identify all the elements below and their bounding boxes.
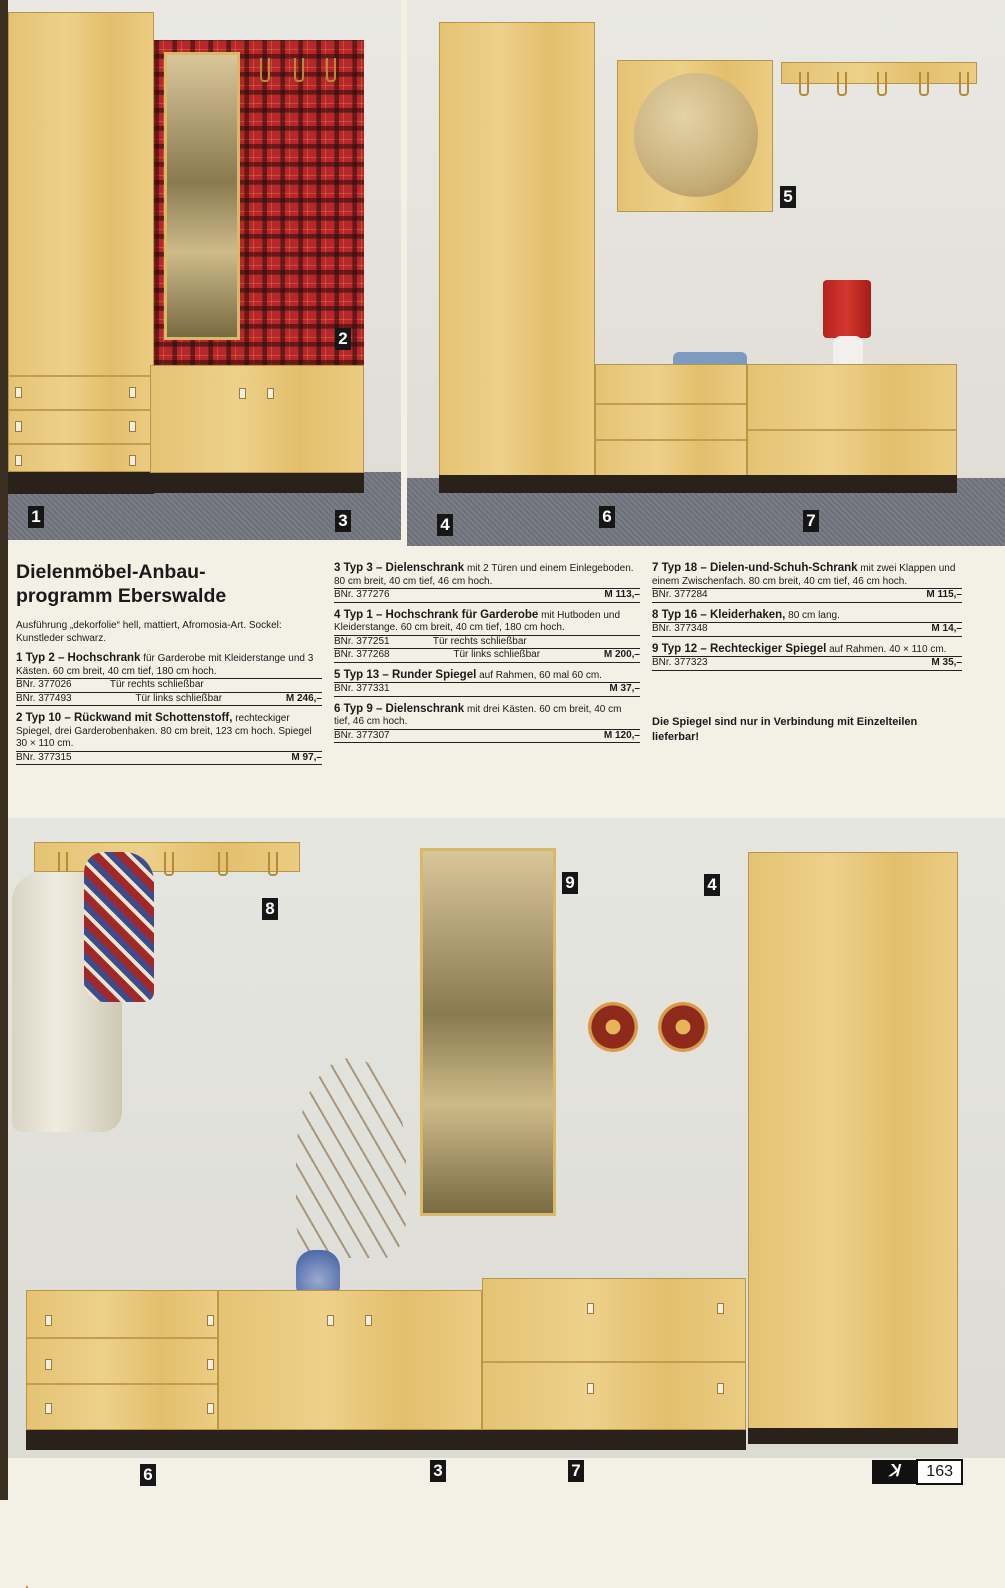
item-5: 5 Typ 13 – Runder Spiegel auf Rahmen, 60 mal 60 cm. bbox=[334, 668, 602, 681]
item-6: 6 Typ 9 – Dielenschrank mit drei Kästen. 60 cm breit, 40 cm tief, 46 cm hoch. bbox=[334, 702, 622, 727]
item-3: 3 Typ 3 – Dielenschrank mit 2 Türen und einem Einlegeboden. 80 cm breit, 40 cm tief, 46 cm hoch. bbox=[334, 562, 634, 587]
rect-mirror-typ12 bbox=[420, 848, 556, 1216]
label-7: 7 bbox=[803, 510, 819, 532]
wall-plate-left bbox=[588, 1002, 638, 1052]
item-4: 4 Typ 1 – Hochschrank für Garderobe mit Hutboden und Kleiderstange. 60 cm breit, 40 cm tief, 180 cm hoch. bbox=[334, 608, 621, 633]
label-6-bottom: 6 bbox=[140, 1464, 156, 1486]
label-4-bottom: 4 bbox=[704, 874, 720, 896]
rect-mirror bbox=[164, 52, 240, 340]
photo-wardrobe-plaid bbox=[8, 0, 401, 540]
label-4: 4 bbox=[437, 514, 453, 536]
page-title: Dielenmöbel-Anbau- programm Eberswalde bbox=[16, 561, 227, 607]
text-column-1: Ausführung „dekorfolie“ hell, mattiert, Afromosia-Art. Sockel: Kunstleder schwarz. 1 Typ 2 – Hochschrank für Garderobe mit Kleiderstange und 3 Kästen. 60 cm breit, 40 cm tief, 180 cm hoch. BNr. 377026 Tür rechts schließbar BNr. 377493 Tür links schließbar M 246,– 2 Typ 10 – Rückwand mit Schottenstoff, rechteckiger Spiegel, drei Garderobenhaken. 80 cm breit, 123 cm hoch. Spiegel 30 × 110 cm. BNr. 377315 M 97,– bbox=[16, 620, 322, 765]
cabinet-typ3 bbox=[150, 365, 364, 473]
availability-note: Die Spiegel sind nur in Verbindung mit Einzelteilen lieferbar! bbox=[652, 715, 918, 743]
label-8: 8 bbox=[262, 898, 278, 920]
wall-plate-right bbox=[658, 1002, 708, 1052]
cabinet-typ2 bbox=[8, 12, 154, 472]
label-6: 6 bbox=[599, 506, 615, 528]
item-1-row-a: BNr. 377026 Tür rechts schließbar bbox=[16, 678, 322, 692]
round-mirror-glass bbox=[634, 73, 758, 197]
item-9: 9 Typ 12 – Rechteckiger Spiegel auf Rahmen. 40 × 110 cm. bbox=[652, 642, 947, 655]
photo-hall-round-mirror bbox=[407, 0, 1005, 546]
plinth-bottom bbox=[26, 1430, 746, 1450]
label-3-bottom: 3 bbox=[430, 1460, 446, 1482]
label-5: 5 bbox=[780, 186, 796, 208]
item-8: 8 Typ 16 – Kleiderhaken, 80 cm lang. bbox=[652, 608, 840, 621]
book-spine bbox=[0, 0, 8, 1500]
item-7: 7 Typ 18 – Dielen-und-Schuh-Schrank mit zwei Klappen und einem Zwischenfach. 80 cm breit, 40 cm tief, 46 cm hoch. bbox=[652, 562, 956, 587]
lamp bbox=[823, 280, 871, 338]
branches bbox=[296, 1058, 406, 1258]
label-3: 3 bbox=[335, 510, 351, 532]
scarf bbox=[84, 852, 154, 1002]
catalog-logo-icon: ꓘ bbox=[872, 1460, 916, 1484]
low-cabinet-middle bbox=[218, 1290, 482, 1430]
page-number: 163 bbox=[916, 1459, 963, 1485]
label-2: 2 bbox=[335, 328, 351, 350]
item-2: 2 Typ 10 – Rückwand mit Schottenstoff, rechteckiger Spiegel, drei Garderobenhaken. 80 cm breit, 123 cm hoch. Spiegel 30 × 110 cm. bbox=[16, 712, 312, 749]
page-footer bbox=[872, 1458, 963, 1486]
cabinet-typ18 bbox=[747, 364, 957, 476]
text-column-3: 7 Typ 18 – Dielen-und-Schuh-Schrank mit zwei Klappen und einem Zwischenfach. 80 cm breit, 40 cm tief, 46 cm hoch. BNr. 377284 M 115,– 8 Typ 16 – Kleiderhaken, 80 cm lang. BNr. 377348 M 14,– 9 Typ 12 – Rechteckiger Spiegel auf Rahmen. 40 × 110 cm. BNr. 377323 M 35,– Die Spiegel sind nur in Verbindung mit Einzelteilen lieferbar! bbox=[652, 562, 962, 743]
round-mirror-frame bbox=[617, 60, 773, 212]
cabinet-typ1 bbox=[439, 22, 595, 477]
low-cabinet-right bbox=[482, 1278, 746, 1430]
cabinet-typ1-bottom bbox=[748, 852, 958, 1444]
label-7-bottom: 7 bbox=[568, 1460, 584, 1482]
label-9: 9 bbox=[562, 872, 578, 894]
item-2-row: BNr. 377315 M 97,– bbox=[16, 751, 322, 766]
low-cabinet-left bbox=[26, 1290, 218, 1430]
item-1: 1 Typ 2 – Hochschrank für Garderobe mit Kleiderstange und 3 Kästen. 60 cm breit, 40 cm tief, 180 cm hoch. bbox=[16, 652, 314, 677]
item-1-row-b: BNr. 377493 Tür links schließbar M 246,– bbox=[16, 692, 322, 707]
text-column-2: 3 Typ 3 – Dielenschrank mit 2 Türen und einem Einlegeboden. 80 cm breit, 40 cm tief, 46 cm hoch. BNr. 377276 M 113,– 4 Typ 1 – Hochschrank für Garderobe mit Hutboden und Kleiderstange. 60 cm breit, 40 cm tief, 180 cm hoch. BNr. 377251 Tür rechts schließbar BNr. 377268 Tür links schließbar M 200,– 5 Typ 13 – Runder Spiegel auf Rahmen, 60 mal 60 cm. BNr. 377331 M 37,– 6 Typ 9 – Dielenschrank mit drei Kästen. 60 cm breit, 40 cm tief, 46 cm hoch. BNr. 377307 M 120,– bbox=[334, 562, 640, 743]
label-1: 1 bbox=[28, 506, 44, 528]
cabinet-typ9 bbox=[595, 364, 747, 476]
